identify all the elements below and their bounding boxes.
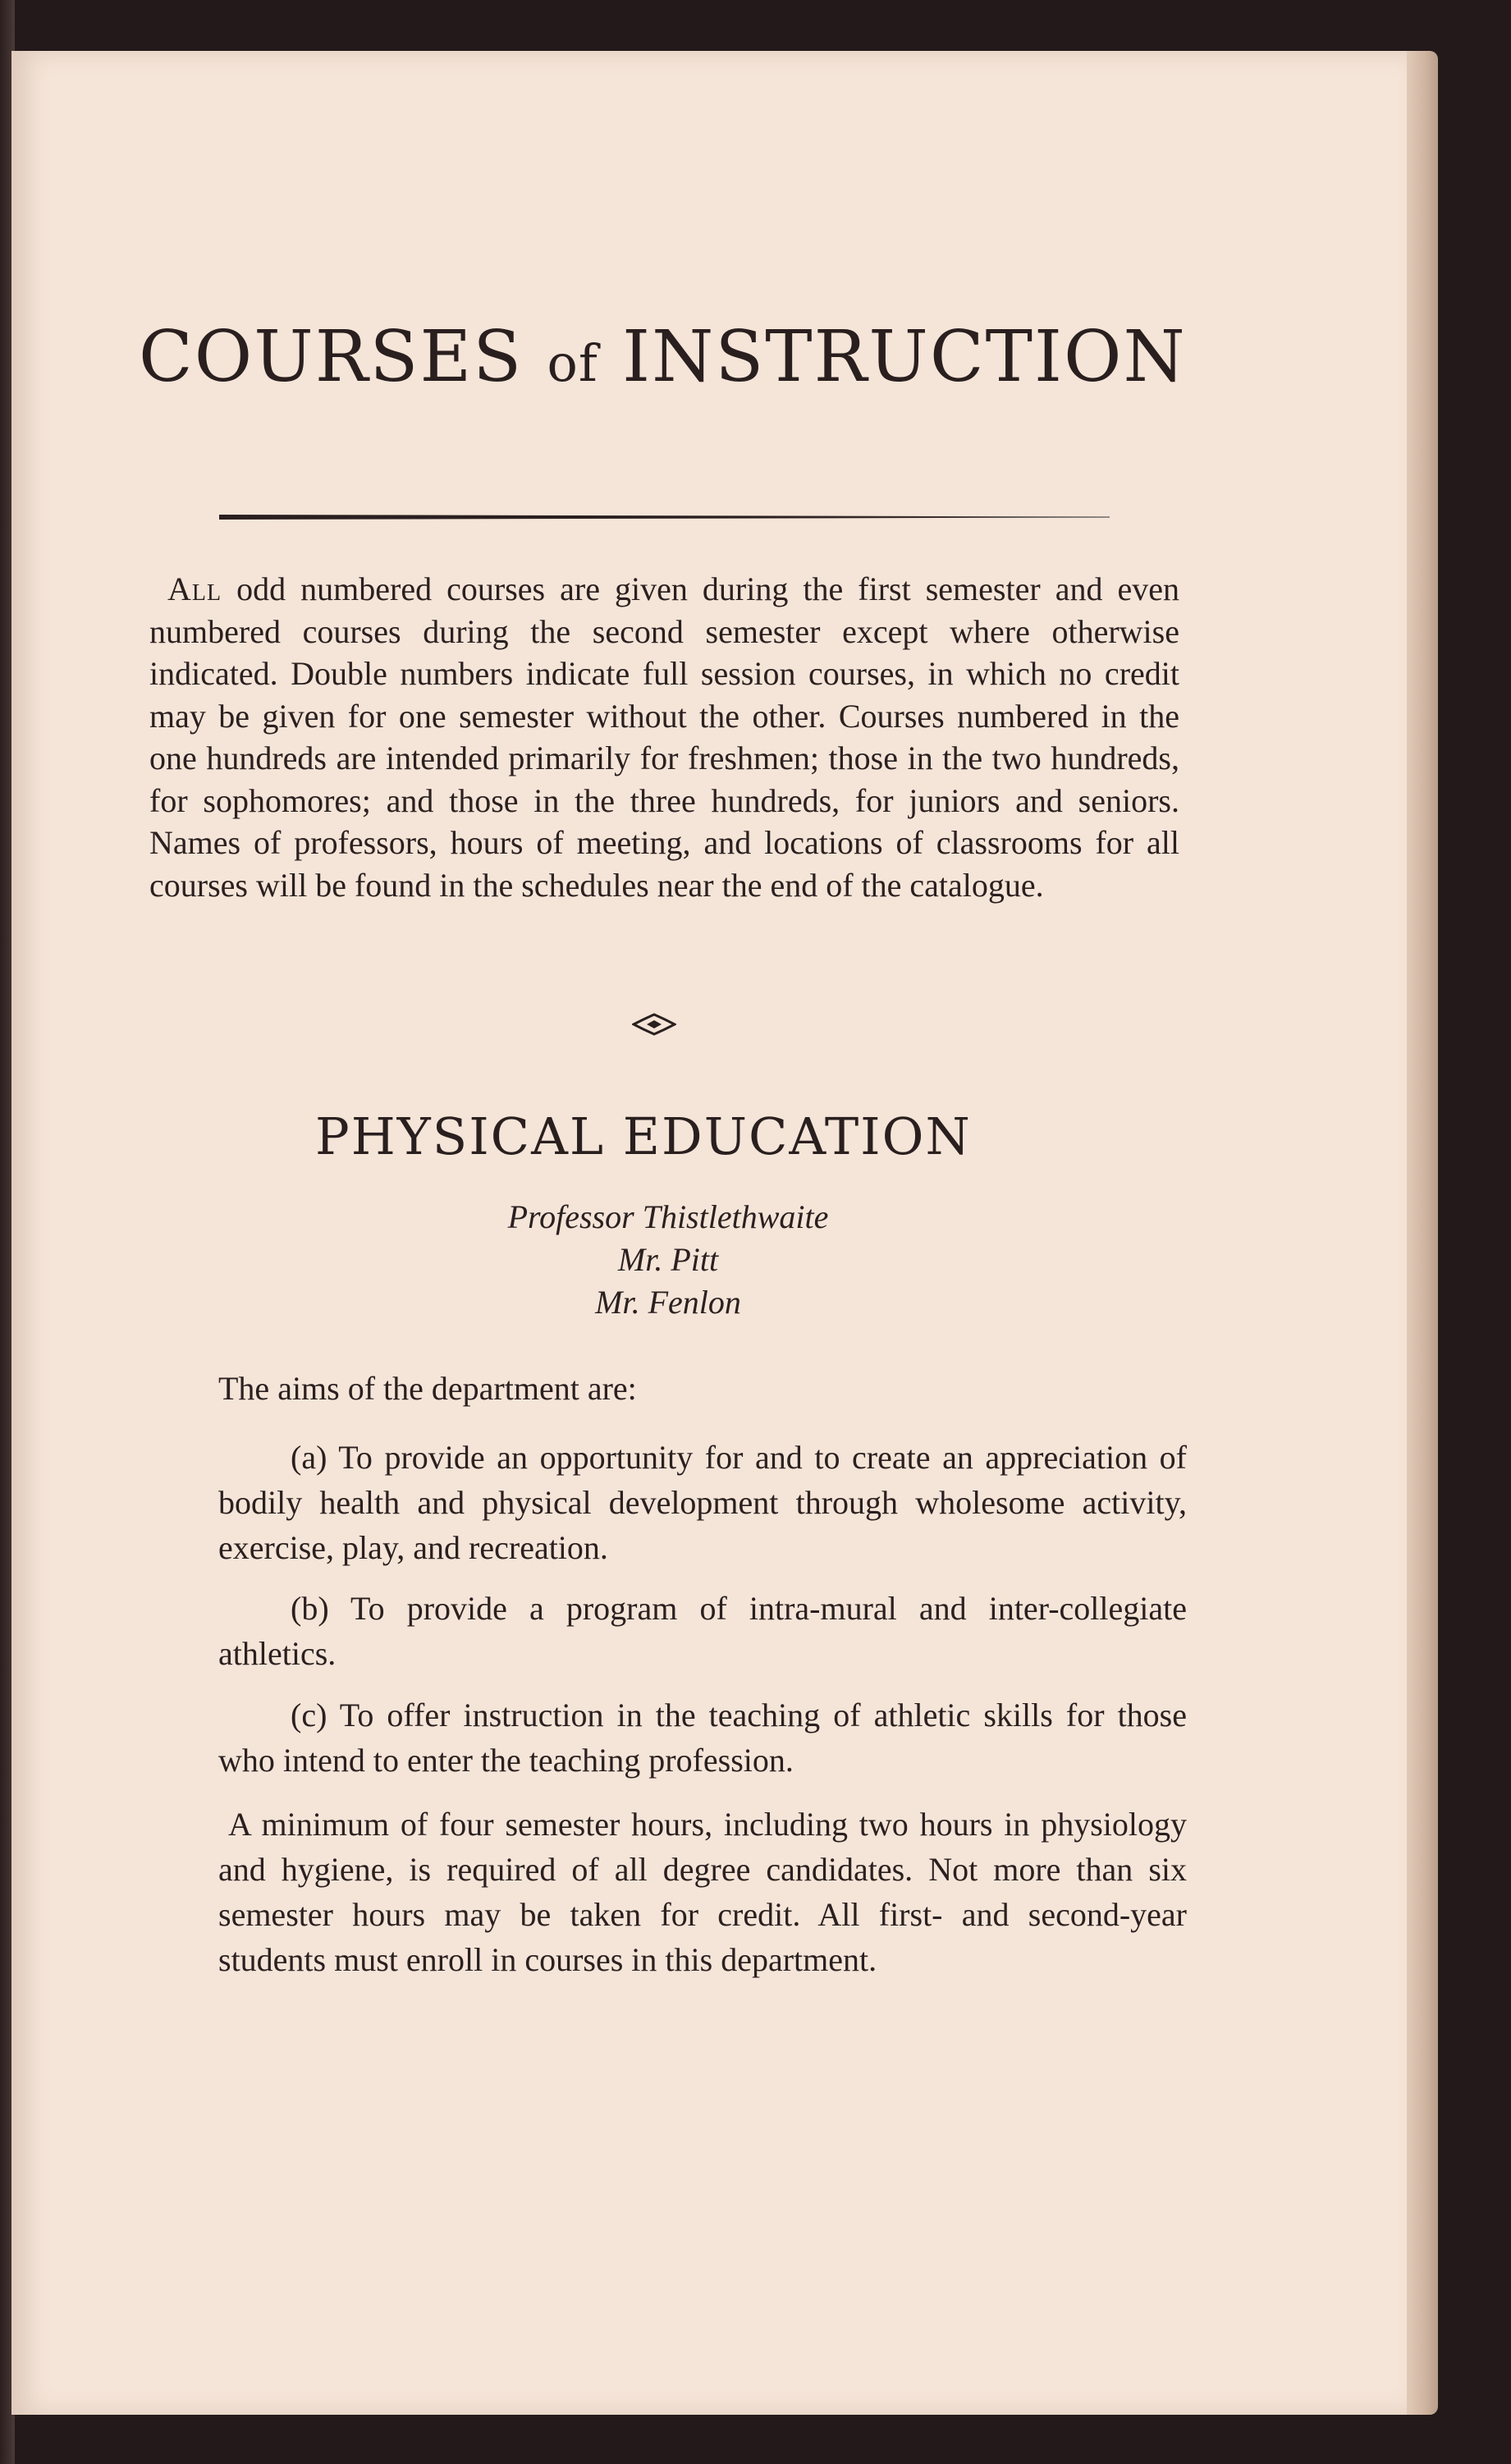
intro-paragraph (149, 568, 1179, 906)
faculty-member: Mr. Pitt (617, 1241, 719, 1278)
intro-text: odd numbered courses are given during the first semester and even numbered courses during the second semester except where otherwise indicated. Double numbers indicate full session courses, in which no credit may be given for one semester without the other. Courses numbered in the one hundreds are intended primarily for freshmen; those in the two hundreds, for sophomores; and those in the three hundreds, for juniors and seniors. Names of professors, hours of meeting, and locations of classrooms for all courses will be found in the schedules near the end of the catalogue. (149, 570, 1180, 904)
catalogue-page (11, 51, 1407, 2415)
faculty-list (397, 1196, 939, 1324)
title-rule-divider (219, 515, 1110, 520)
intro-lead-word: All (167, 570, 222, 607)
aim-item: (c) To offer instruction in the teaching of athletic skills for those who intend to enter the teaching profession. (218, 1697, 1187, 1779)
title-word-instruction: INSTRUCTION (622, 316, 1187, 398)
aim-item: (b) To provide a program of intra-mural and inter-collegiate athletics. (218, 1590, 1187, 1672)
title-word-courses: COURSES (139, 316, 524, 398)
section-title: PHYSICAL EDUCATION (315, 1106, 972, 1166)
aim-item: (a) To provide an opportunity for and to create an appreciation of bodily health and physical development through wholesome activity, exercise, play, and recreation. (218, 1439, 1187, 1566)
title-word-of: of (547, 333, 598, 393)
aims-intro: The aims of the department are: (218, 1370, 637, 1407)
page-title (139, 316, 1206, 398)
requirement-paragraph: A minimum of four semester hours, including two hours in physiology and hygiene, is required of all degree candidates. Not more than six semester hours may be taken for credit. All first- and second-year students must enroll in courses in this department. (218, 1806, 1187, 1978)
diamond-ornament-icon (632, 1013, 676, 1036)
faculty-member: Mr. Fenlon (595, 1284, 741, 1321)
faculty-member: Professor Thistlethwaite (507, 1198, 829, 1235)
